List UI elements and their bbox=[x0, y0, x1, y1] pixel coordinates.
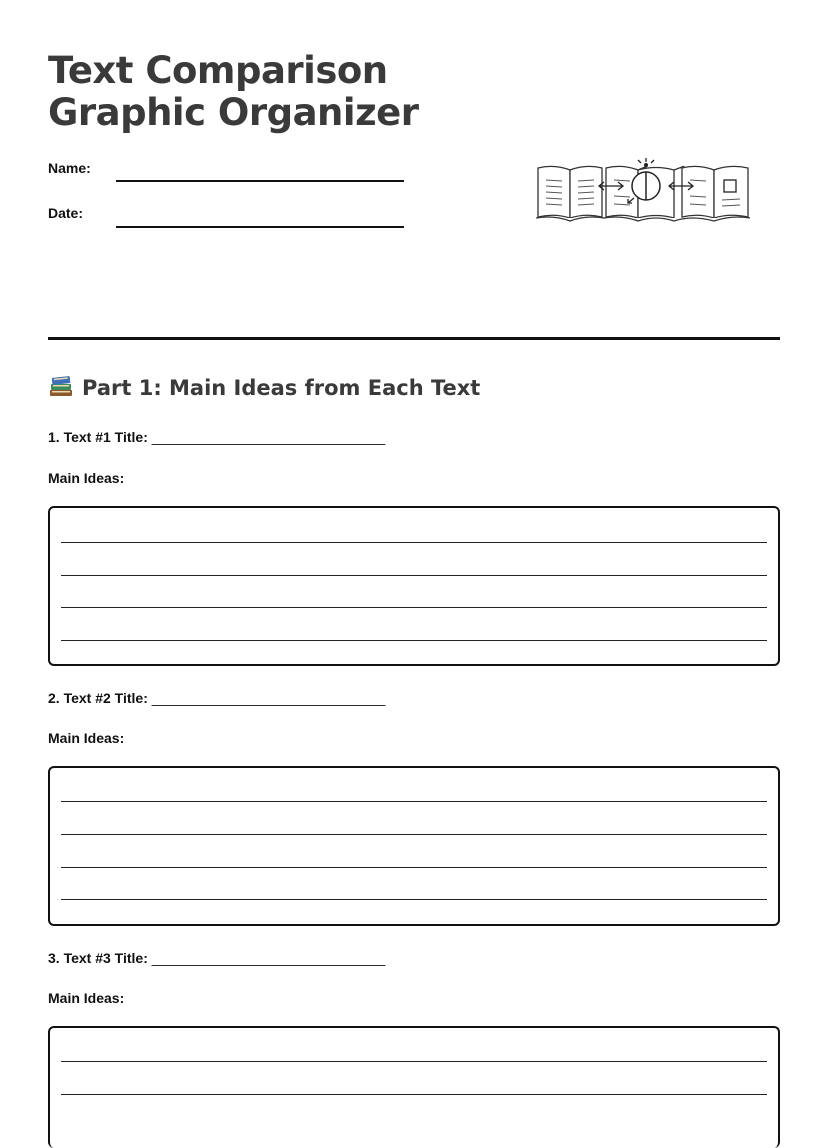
text-3-title-prompt bbox=[48, 950, 385, 966]
date-field[interactable] bbox=[116, 226, 404, 228]
text-2-title-prompt bbox=[48, 690, 385, 706]
page-title bbox=[48, 50, 418, 134]
part-1-heading-text: Part 1: Main Ideas from Each Text bbox=[82, 376, 481, 400]
name-field[interactable] bbox=[116, 180, 404, 182]
text-3-title-blank[interactable]: ______________________________ bbox=[151, 950, 386, 966]
writing-line bbox=[61, 834, 767, 835]
name-label: Name: bbox=[48, 160, 91, 176]
writing-line bbox=[61, 867, 767, 868]
writing-line bbox=[61, 1094, 767, 1095]
open-books-comparison-icon bbox=[534, 156, 754, 226]
text-2-main-ideas-box[interactable] bbox=[48, 766, 780, 926]
title-line-2: Graphic Organizer bbox=[48, 91, 419, 134]
writing-line bbox=[61, 542, 767, 543]
text-3-main-ideas-box[interactable] bbox=[48, 1026, 780, 1148]
text-3-title-label: 3. Text #3 Title: bbox=[48, 950, 148, 966]
writing-line bbox=[61, 899, 767, 900]
text-1-main-ideas-label: Main Ideas: bbox=[48, 470, 125, 486]
text-3-main-ideas-label: Main Ideas: bbox=[48, 990, 125, 1006]
section-divider bbox=[48, 337, 780, 340]
part-1-heading bbox=[48, 374, 480, 400]
text-2-title-blank[interactable]: ______________________________ bbox=[151, 690, 386, 706]
books-emoji-icon bbox=[48, 374, 74, 398]
date-label: Date: bbox=[48, 205, 84, 221]
writing-line bbox=[61, 575, 767, 576]
title-line-1: Text Comparison bbox=[48, 49, 388, 92]
text-2-main-ideas-label: Main Ideas: bbox=[48, 730, 125, 746]
text-1-title-label: 1. Text #1 Title: bbox=[48, 429, 148, 445]
writing-line bbox=[61, 640, 767, 641]
text-1-main-ideas-box[interactable] bbox=[48, 506, 780, 666]
writing-line bbox=[61, 1061, 767, 1062]
writing-line bbox=[61, 607, 767, 608]
text-1-title-prompt bbox=[48, 429, 385, 445]
text-1-title-blank[interactable]: ______________________________ bbox=[151, 429, 386, 445]
writing-line bbox=[61, 801, 767, 802]
text-2-title-label: 2. Text #2 Title: bbox=[48, 690, 148, 706]
